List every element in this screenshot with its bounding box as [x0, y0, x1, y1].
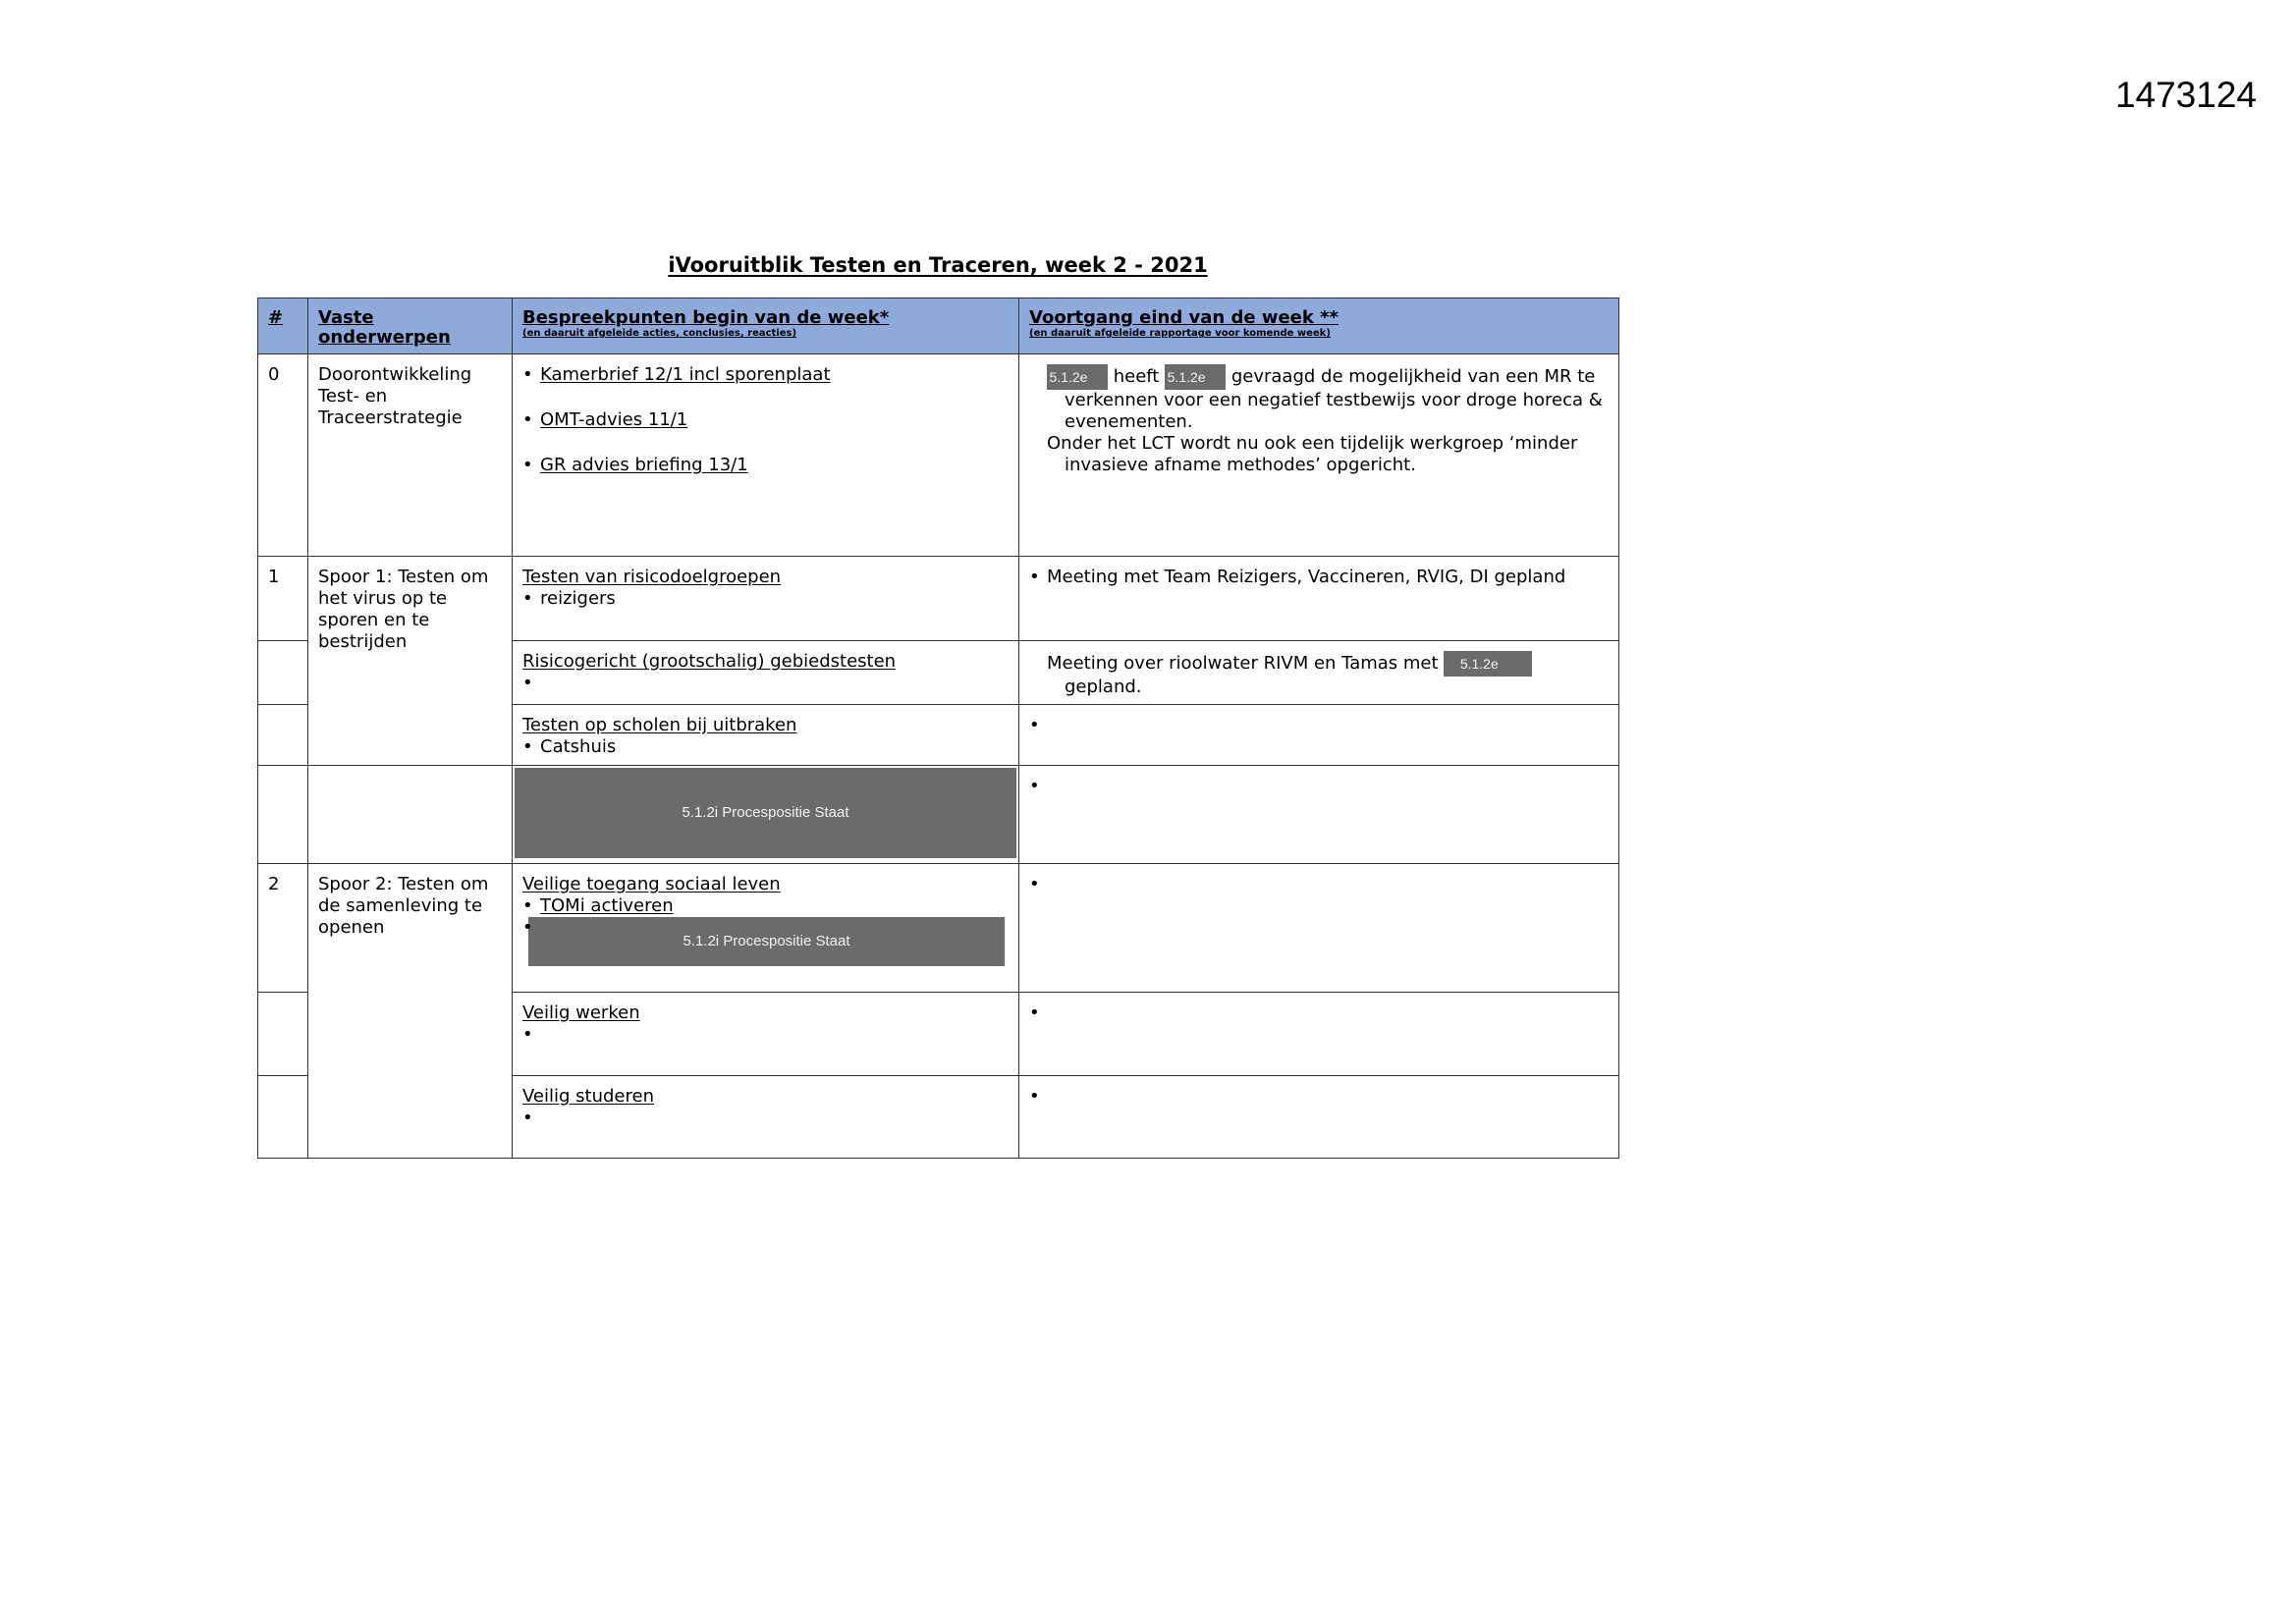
end-cell: [1019, 705, 1619, 766]
list-item: Catshuis: [540, 736, 617, 757]
list-item: GR advies briefing 13/1: [540, 455, 748, 475]
end-cell: [1019, 557, 1619, 641]
header-end: Voortgang eind van de week ** (en daaruit afgeleide rapportage voor komende week): [1019, 298, 1619, 354]
begin-cell: [513, 993, 1019, 1076]
list-item: Kamerbrief 12/1 incl sporenplaat: [540, 364, 831, 385]
topic-empty: [308, 766, 513, 864]
redaction-box: 5.1.2e: [1444, 651, 1532, 677]
row-number-empty: [258, 766, 308, 864]
end-cell: • 5.1.2e heeft 5.1.2e gevraagd de mogelijkheid van een MR te verkennen voor een negatief testbewijs voor droge horeca & evenementen. • Onder het LCT wordt nu ook een tijdelijk werkgroep ‘minder invasieve afname methodes’ opgericht.: [1019, 354, 1619, 557]
table-row: [258, 766, 1619, 864]
table-row: [258, 864, 1619, 993]
row-number-empty: [258, 1076, 308, 1159]
begin-cell: [513, 354, 1019, 557]
list-item: OMT-advies 11/1: [540, 409, 688, 430]
redaction-box: 5.1.2e: [1047, 364, 1108, 390]
table-row: [258, 557, 1619, 641]
subtopic-title: Testen van risicodoelgroepen: [522, 567, 782, 587]
subtopic-title: Veilig studeren: [522, 1086, 654, 1107]
redaction-block: 5.1.2i Procespositie Staat: [528, 917, 1005, 966]
redaction-block: 5.1.2i Procespositie Staat: [515, 768, 1016, 858]
header-begin: Bespreekpunten begin van de week* (en daaruit afgeleide acties, conclusies, reacties): [513, 298, 1019, 354]
end-cell: [1019, 766, 1619, 864]
end-cell: [1019, 1076, 1619, 1159]
subtopic-title: Veilige toegang sociaal leven: [522, 874, 781, 894]
begin-cell: [513, 766, 1019, 864]
begin-cell: [513, 641, 1019, 705]
list-item: Meeting met Team Reizigers, Vaccineren, RVIG, DI gepland: [1047, 567, 1566, 587]
list-item: reizigers: [540, 588, 616, 609]
begin-cell: [513, 705, 1019, 766]
header-num: #: [258, 298, 308, 354]
begin-cell: [513, 557, 1019, 641]
end-cell: [1019, 993, 1619, 1076]
row-number: 2: [258, 864, 308, 993]
row-topic: Spoor 1: Testen om het virus op te sporen en te bestrijden: [308, 557, 513, 766]
subtopic-title: Veilig werken: [522, 1002, 640, 1023]
subtopic-title: Risicogericht (grootschalig) gebiedstesten: [522, 651, 897, 672]
row-number-empty: [258, 993, 308, 1076]
begin-cell: [513, 864, 1019, 993]
row-number-empty: [258, 641, 308, 705]
row-topic: Doorontwikkeling Test- en Traceerstrategie: [308, 354, 513, 557]
row-number-empty: [258, 705, 308, 766]
table-row: [258, 354, 1619, 557]
subtopic-title: Testen op scholen bij uitbraken: [522, 715, 797, 735]
row-number: 0: [258, 354, 308, 557]
header-topics: Vaste onderwerpen: [308, 298, 513, 354]
document-title: iVooruitblik Testen en Traceren, week 2 - 2021: [668, 253, 1208, 277]
list-item: Onder het LCT wordt nu ook een tijdelijk werkgroep ‘minder invasieve afname methodes’ opgericht.: [1047, 433, 1578, 475]
row-number: 1: [258, 557, 308, 641]
row-topic: Spoor 2: Testen om de samenleving te openen: [308, 864, 513, 1159]
end-cell: • Meeting over rioolwater RIVM en Tamas met 5.1.2e gepland.: [1019, 641, 1619, 705]
document-number: 1473124: [2114, 75, 2257, 115]
list-item: TOMi activeren: [540, 895, 674, 916]
overview-table: [257, 298, 1619, 1159]
begin-cell: [513, 1076, 1019, 1159]
table-header-row: [258, 298, 1619, 354]
end-cell: [1019, 864, 1619, 993]
redaction-box: 5.1.2e: [1165, 364, 1226, 390]
